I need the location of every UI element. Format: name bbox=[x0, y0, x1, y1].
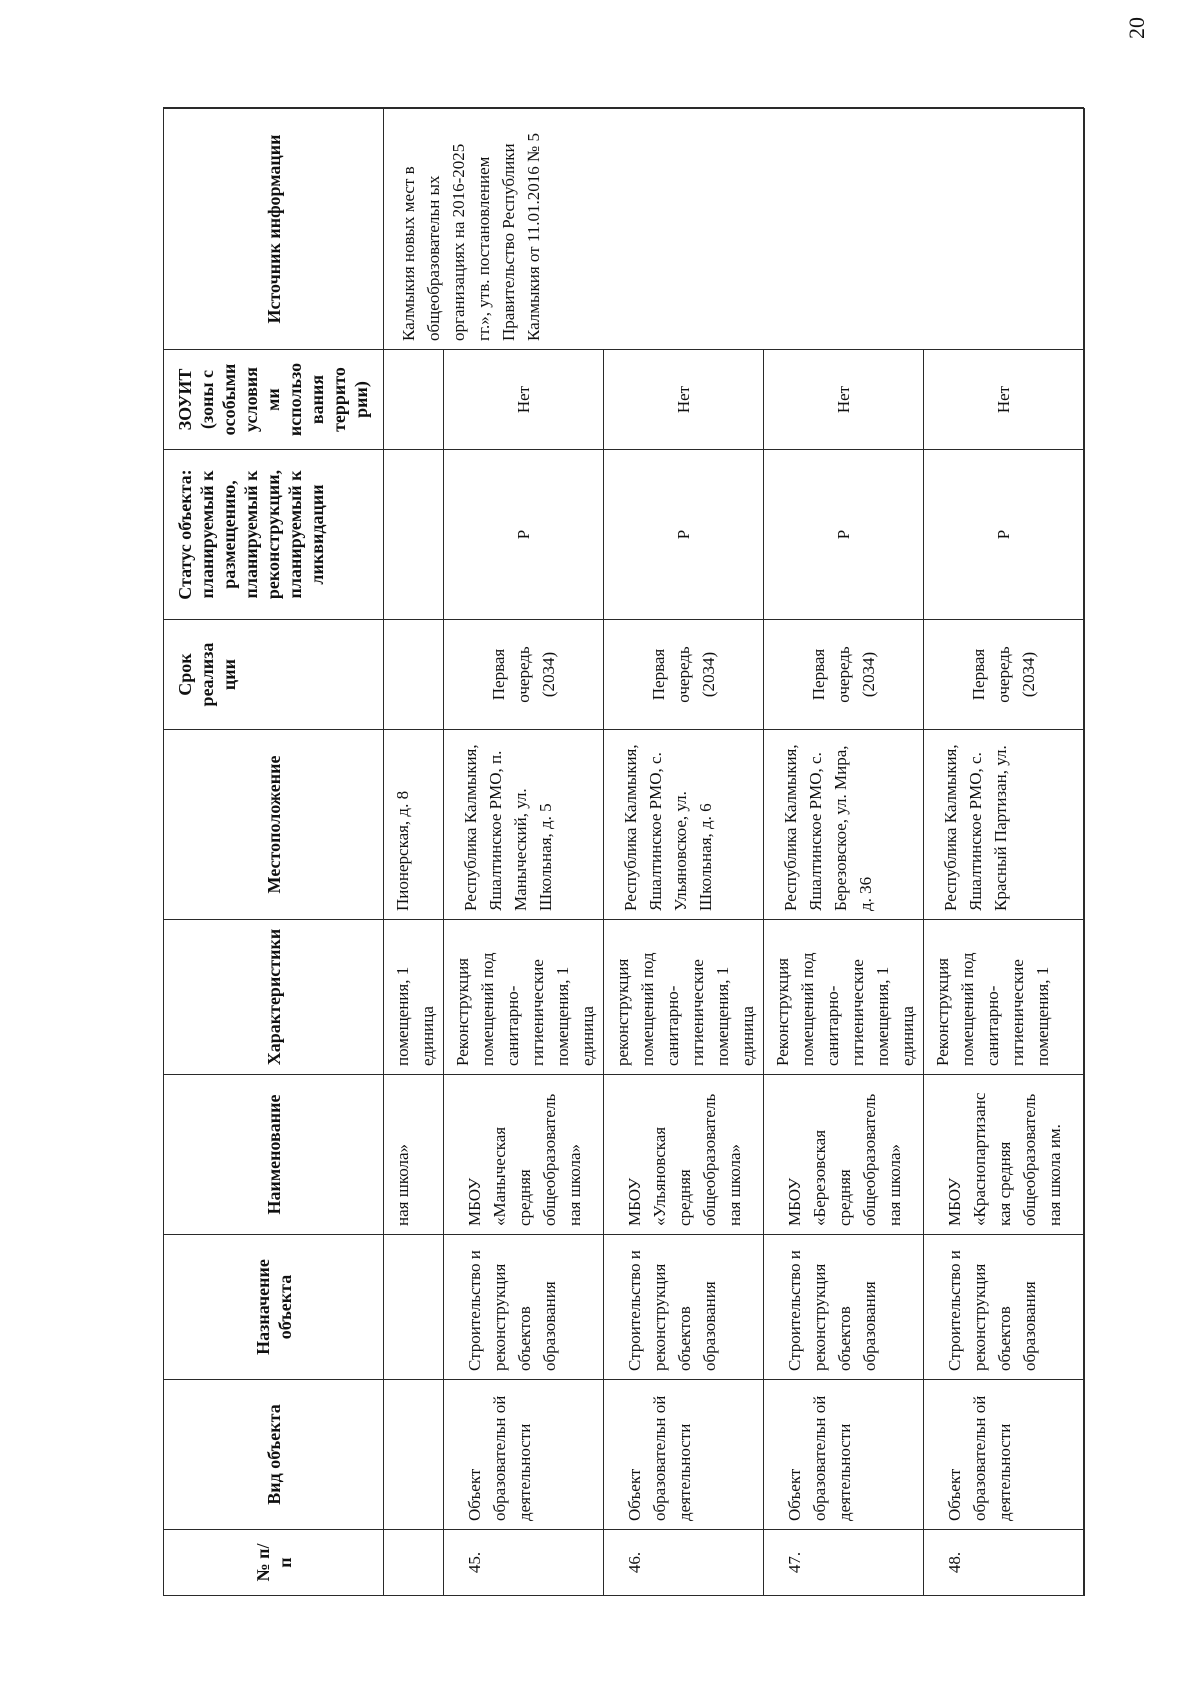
row-45-name: МБОУ «Маныческая средняя общеобразователь ная школа» bbox=[443, 1075, 603, 1235]
row-47-zouit: Нет bbox=[763, 350, 923, 450]
row-45-term: Первая очередь (2034) bbox=[443, 620, 603, 730]
cont-location: Пионерская, д. 8 bbox=[383, 730, 443, 920]
row-46-status: Р bbox=[603, 450, 763, 620]
table-border-bottom bbox=[1083, 108, 1085, 1596]
objects-table bbox=[163, 109, 1083, 1596]
cont-kind bbox=[383, 1380, 443, 1530]
header-term: Срок реализа ции bbox=[163, 620, 383, 730]
header-purpose: Назначение объекта bbox=[163, 1235, 383, 1380]
row-48-purpose: Строительство и реконструкция объектов образования bbox=[923, 1235, 1083, 1380]
row-48-kind: Объект образовательн ой деятельности bbox=[923, 1380, 1083, 1530]
header-zouit: ЗОУИТ (зоны с особыми условия ми использо вания террито рии) bbox=[163, 350, 383, 450]
row-46-location: Республика Калмыкия, Яшалтинское РМО, с. Ульяновское, ул. Школьная, д. 6 bbox=[603, 730, 763, 920]
cont-name: ная школа» bbox=[383, 1075, 443, 1235]
row-48-chars: Реконструкция помещений под санитарно-гигиенические помещения, 1 bbox=[923, 920, 1083, 1075]
row-45-num: 45. bbox=[443, 1530, 603, 1596]
row-48-status: Р bbox=[923, 450, 1083, 620]
row-48-zouit: Нет bbox=[923, 350, 1083, 450]
row-46-kind: Объект образовательн ой деятельности bbox=[603, 1380, 763, 1530]
cont-chars: помещения, 1 единица bbox=[383, 920, 443, 1075]
header-source: Источник информации bbox=[163, 109, 383, 350]
cont-purpose bbox=[383, 1235, 443, 1380]
row-46-purpose: Строительство и реконструкция объектов образования bbox=[603, 1235, 763, 1380]
row-48-name: МБОУ «Краснопартизанс кая средняя общеобразователь ная школа им. bbox=[923, 1075, 1083, 1235]
row-46-zouit: Нет bbox=[603, 350, 763, 450]
row-45-kind: Объект образовательн ой деятельности bbox=[443, 1380, 603, 1530]
row-45-status: Р bbox=[443, 450, 603, 620]
cont-zouit bbox=[383, 350, 443, 450]
row-47-num: 47. bbox=[763, 1530, 923, 1596]
header-num: № п/ п bbox=[163, 1530, 383, 1596]
cont-term bbox=[383, 620, 443, 730]
row-46-term: Первая очередь (2034) bbox=[603, 620, 763, 730]
row-48-location: Республика Калмыкия, Яшалтинское РМО, с. Красный Партизан, ул. bbox=[923, 730, 1083, 920]
header-name: Наименование bbox=[163, 1075, 383, 1235]
row-46-chars: реконструкция помещений под санитарно-гигиенические помещения, 1 единица bbox=[603, 920, 763, 1075]
header-kind: Вид объекта bbox=[163, 1380, 383, 1530]
row-47-kind: Объект образовательн ой деятельности bbox=[763, 1380, 923, 1530]
row-47-purpose: Строительство и реконструкция объектов образования bbox=[763, 1235, 923, 1380]
page-number: 20 bbox=[1124, 17, 1149, 39]
row-47-term: Первая очередь (2034) bbox=[763, 620, 923, 730]
row-47-location: Республика Калмыкия, Яшалтинское РМО, с. Березовское, ул. Мира, д. 36 bbox=[763, 730, 923, 920]
header-location: Местоположение bbox=[163, 730, 383, 920]
row-47-chars: Реконструкция помещений под санитарно-гигиенические помещения, 1 единица bbox=[763, 920, 923, 1075]
row-47-status: Р bbox=[763, 450, 923, 620]
table-border-right bbox=[163, 108, 1084, 110]
cont-status bbox=[383, 450, 443, 620]
row-45-location: Республика Калмыкия, Яшалтинское РМО, п. Маныческий, ул. Школьная, д. 5 bbox=[443, 730, 603, 920]
row-46-name: МБОУ «Ульяновская средняя общеобразователь ная школа» bbox=[603, 1075, 763, 1235]
row-45-zouit: Нет bbox=[443, 350, 603, 450]
row-47-name: МБОУ «Березовская средняя общеобразователь ная школа» bbox=[763, 1075, 923, 1235]
source-cell: Калмыкия новых мест в общеобразовательн ых организациях на 2016-2025 гг.», утв. постановлением Правительство Республики Калмыкия от 11.01.2016 № 5 bbox=[383, 109, 1083, 350]
row-45-chars: Реконструкция помещений под санитарно-гигиенические помещения, 1 единица bbox=[443, 920, 603, 1075]
row-46-num: 46. bbox=[603, 1530, 763, 1596]
row-45-purpose: Строительство и реконструкция объектов образования bbox=[443, 1235, 603, 1380]
row-48-num: 48. bbox=[923, 1530, 1083, 1596]
header-chars: Характеристики bbox=[163, 920, 383, 1075]
header-status: Статус объекта: планируемый к размещению, планируемый к реконструкции, планируемый к ликвидации bbox=[163, 450, 383, 620]
row-48-term: Первая очередь (2034) bbox=[923, 620, 1083, 730]
cont-num bbox=[383, 1530, 443, 1596]
